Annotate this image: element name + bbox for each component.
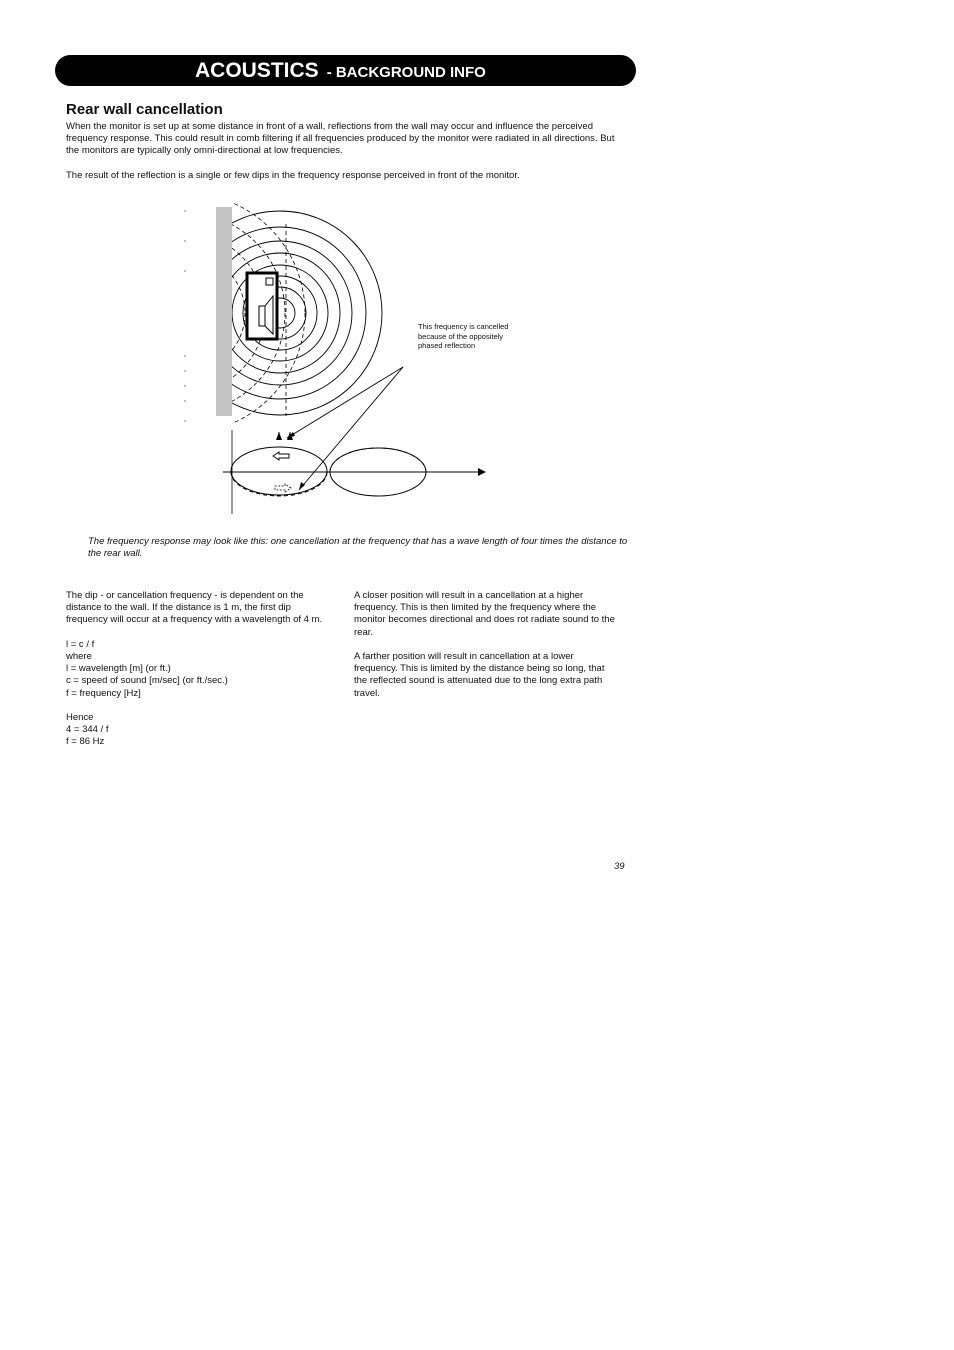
direct-wave-circles [178, 211, 382, 415]
header-bar [55, 55, 636, 86]
x-axis-arrow-icon [478, 468, 486, 476]
hence-label: Hence [66, 712, 94, 723]
diagram-svg [175, 200, 515, 520]
intro-paragraph-2: The result of the reflection is a single or few dips in the frequency response perceived in front of the monitor. [66, 170, 520, 181]
right-paragraph-1: A closer position will result in a cancellation at a higher frequency. This is then limited by the frequency where the monitor becomes directional and does rot radiate sound to the rear. [354, 590, 615, 638]
page-header-title [195, 58, 486, 86]
arrow-right-icon [275, 484, 291, 492]
rear-wall-diagram [175, 200, 515, 520]
pointer-line-1 [287, 367, 403, 438]
calculation-1: 4 = 344 / f [66, 724, 109, 736]
left-column [66, 590, 331, 761]
header-title-main: ACOUSTICS [195, 59, 319, 82]
figure-caption: The frequency response may look like this: one cancellation at the frequency that has a wave length of four times the distance to the rear wall. [88, 536, 628, 560]
rear-wall [216, 207, 232, 416]
calculation-2: f = 86 Hz [66, 736, 105, 748]
definition-f: f = frequency [Hz] [66, 687, 141, 699]
page-number: 39 [614, 861, 625, 872]
section-title: Rear wall cancellation [66, 101, 223, 118]
left-paragraph-1: The dip - or cancellation frequency - is dependent on the distance to the wall. If the distance is 1 m, the first dip frequency will occur at a frequency with a wavelength of 4 m. [66, 590, 323, 626]
right-column [354, 590, 619, 712]
definition-c: c = speed of sound [m/sec] (or ft./sec.) [66, 675, 228, 687]
right-paragraph-2: A farther position will result in cancellation at a lower frequency. This is limited by the distance being so long, that the reflected sound is attenuated due to the long extra path travel. [354, 651, 605, 699]
tweeter-icon [266, 278, 273, 285]
arrow-up-icon-1 [276, 432, 282, 440]
header-title-sub: - BACKGROUND INFO [326, 64, 486, 81]
formula-block [66, 639, 331, 700]
woofer-icon [259, 306, 265, 326]
definition-l: l = wavelength [m] (or ft.) [66, 663, 171, 675]
arrow-left-icon [273, 452, 289, 460]
formula: l = c / f [66, 638, 95, 650]
reflected-wave-arcs [175, 200, 305, 433]
calculation-block [66, 712, 331, 749]
intro-paragraph-1: When the monitor is set up at some distance in front of a wall, reflections from the wall may occur and influence the perceived frequency response. This could result in comb filtering if all frequencies produced by the monitor were radiated in all directions. But the monitors are typically only omni-directional at low frequencies. [66, 121, 615, 157]
figure-annotation: This frequency is cancelled because of the oppositely phased reflection [418, 322, 509, 350]
where-label: where [66, 651, 92, 662]
